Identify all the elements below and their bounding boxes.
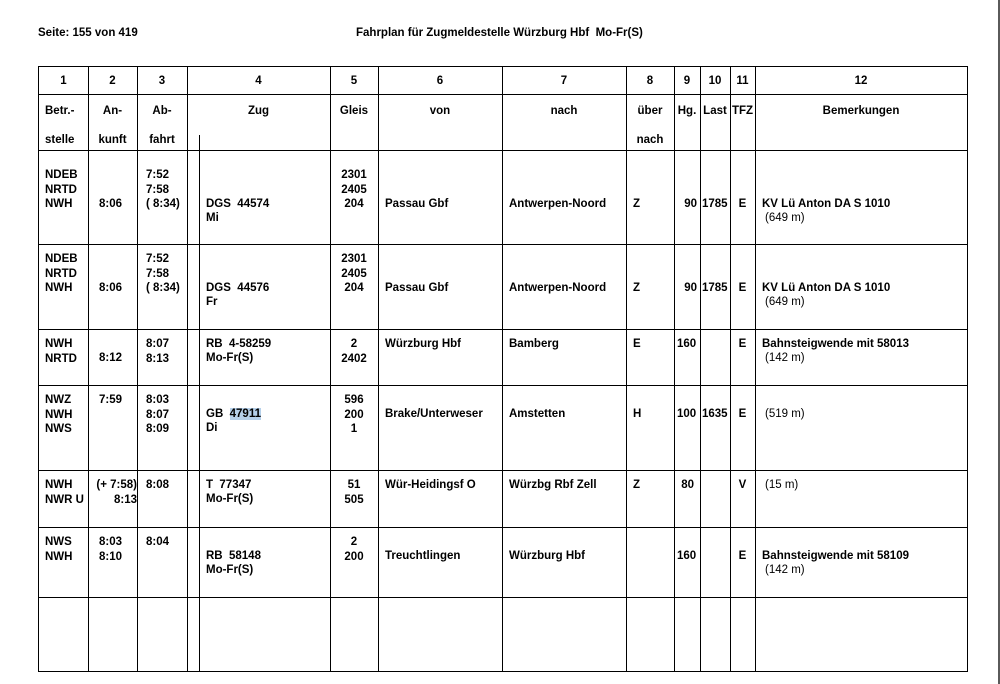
cell-ankunft-value: (+ 7:58) 8:13 [96,479,137,506]
grid-line [730,67,731,671]
cell-nach: Würzbg Rbf Zell [509,479,597,491]
cell-zug [206,407,261,422]
col-number: 11 [736,75,749,87]
grid-line [39,150,967,151]
cell-ueber: Z [633,282,641,294]
cell-zug: DGS 44574 [206,198,270,210]
cell-zug-days: Mo-Fr(S) [206,493,254,505]
col-header-betriebsstelle-2: stelle [45,134,75,146]
cell-von: Passau Gbf [385,282,449,294]
grid-line [39,597,967,598]
cell-zug: T 77347 [206,479,252,491]
col-header-abfahrt: Ab- [152,105,172,117]
cell-tfz: E [738,282,747,294]
grid-line [39,94,967,95]
cell-last: 1785 [702,282,728,294]
selected-train-number[interactable]: 47911 [229,408,261,420]
cell-gleis: 596 200 1 [344,394,364,435]
cell-ankunft: 8:06 [98,282,122,294]
cell-hg: 160 [677,550,697,562]
cell-tfz: E [738,338,747,350]
cell-von: Brake/Unterweser [385,408,483,420]
cell-hg: 160 [677,338,697,350]
col-header-hg: Hg. [677,105,697,117]
page-number: Seite: 155 von 419 [38,27,138,39]
cell-hg: 100 [677,408,697,420]
grid-line [626,67,627,671]
cell-abfahrt: 8:03 8:07 8:09 [146,394,170,435]
col-number: 3 [158,75,166,87]
cell-von: Würzburg Hbf [385,338,462,350]
cell-tfz: E [738,550,747,562]
cell-hg: 90 [684,282,697,294]
cell-laenge: (649 m) [765,212,805,224]
grid-line [39,470,967,471]
col-header-tfz: TFZ [731,105,754,117]
cell-abfahrt: 8:07 8:13 [146,338,170,365]
cell-laenge: (142 m) [765,352,805,364]
cell-zug: RB 4-58259 [206,338,272,350]
col-number: 5 [350,75,358,87]
timetable [38,66,968,672]
cell-von: Passau Gbf [385,198,449,210]
col-number: 12 [854,75,868,87]
col-number: 9 [683,75,691,87]
cell-von: Treuchtlingen [385,550,461,562]
cell-stelle: NWH NWR U [45,479,84,506]
grid-line [137,67,138,671]
grid-line [378,67,379,671]
col-header-betriebsstelle: Betr.- [45,105,75,117]
cell-last: 1635 [702,408,728,420]
cell-hg: 90 [684,198,697,210]
cell-zug: RB 58148 [206,550,261,562]
cell-zug-days: Di [206,422,218,434]
cell-stelle: NWZ NWH NWS [45,394,73,435]
cell-nach: Amstetten [509,408,566,420]
col-header-ankunft: An- [102,105,123,117]
cell-stelle: NWS NWH [45,536,73,563]
cell-abfahrt: 8:04 [146,536,170,548]
col-header-von: von [429,105,451,117]
cell-laenge: (649 m) [765,296,805,308]
cell-zug-days: Fr [206,296,218,308]
cell-ueber: E [633,338,641,350]
grid-line [39,329,967,330]
grid-line [39,244,967,245]
page-title: Fahrplan für Zugmeldestelle Würzburg Hbf Mo-Fr(S) [356,27,643,39]
cell-nach: Antwerpen-Noord [509,198,607,210]
cell-ankunft [88,478,137,507]
col-number: 1 [60,75,67,87]
col-number: 8 [646,75,654,87]
cell-abfahrt: 8:08 [146,479,170,491]
cell-ueber: H [633,408,642,420]
cell-abfahrt: 7:52 7:58 ( 8:34) [146,169,180,210]
cell-gleis: 51 505 [344,479,364,506]
cell-gleis: 2301 2405 204 [341,253,367,294]
col-number: 6 [436,75,444,87]
cell-tfz: E [738,198,747,210]
cell-zug-days: Mi [206,212,219,224]
col-number: 4 [255,75,262,87]
cell-nach: Antwerpen-Noord [509,282,607,294]
col-header-last: Last [703,105,727,117]
cell-laenge: (15 m) [765,479,799,491]
cell-bemerkung: KV Lü Anton DA S 1010 [762,198,891,210]
cell-bemerkung: Bahnsteigwende mit 58013 [762,338,909,350]
grid-line [755,67,756,671]
cell-ueber: Z [633,479,641,491]
cell-ankunft: 7:59 [98,394,122,406]
cell-zug-days: Mo-Fr(S) [206,352,254,364]
cell-von: Wür-Heidingsf O [385,479,476,491]
cell-nach: Bamberg [509,338,559,350]
col-header-bemerkungen: Bemerkungen [822,105,900,117]
cell-laenge: (519 m) [765,408,805,420]
cell-gleis: 2 200 [344,536,364,563]
cell-hg: 80 [681,479,694,491]
cell-nach: Würzburg Hbf [509,550,586,562]
cell-laenge: (142 m) [765,564,805,576]
cell-gleis: 2 2402 [341,338,367,365]
cell-stelle: NWH NRTD [45,338,77,365]
cell-stelle: NDEB NRTD NWH [45,253,78,294]
cell-ankunft: 8:03 8:10 [98,536,122,563]
grid-line [88,67,89,671]
col-number: 2 [109,75,116,87]
col-header-ueber-2: nach [636,134,664,146]
col-number: 10 [708,75,722,87]
cell-ankunft: 8:06 [98,198,122,210]
cell-last: 1785 [702,198,728,210]
col-header-abfahrt-2: fahrt [149,134,175,146]
cell-gleis: 2301 2405 204 [341,169,367,210]
grid-line [502,67,503,671]
cell-ankunft: 8:12 [98,352,122,364]
cell-bemerkung: KV Lü Anton DA S 1010 [762,282,891,294]
col-header-zug: Zug [247,105,270,117]
cell-stelle: NDEB NRTD NWH [45,169,78,210]
cell-bemerkung: Bahnsteigwende mit 58109 [762,550,909,562]
col-number: 7 [560,75,568,87]
col-header-nach: nach [550,105,578,117]
col-header-ankunft-2: kunft [98,134,127,146]
grid-line [674,67,675,671]
col-header-ueber: über [637,105,663,117]
grid-line [700,67,701,671]
cell-zug: DGS 44576 [206,282,270,294]
cell-ueber: Z [633,198,641,210]
grid-line [330,67,331,671]
cell-zug-days: Mo-Fr(S) [206,564,254,576]
cell-zug-type: GB [206,408,230,420]
cell-tfz: V [738,479,747,491]
cell-abfahrt: 7:52 7:58 ( 8:34) [146,253,180,294]
grid-line [39,385,967,386]
grid-line [39,527,967,528]
col-header-gleis: Gleis [339,105,369,117]
grid-line [199,135,200,671]
cell-tfz: E [738,408,747,420]
grid-line [187,67,188,671]
